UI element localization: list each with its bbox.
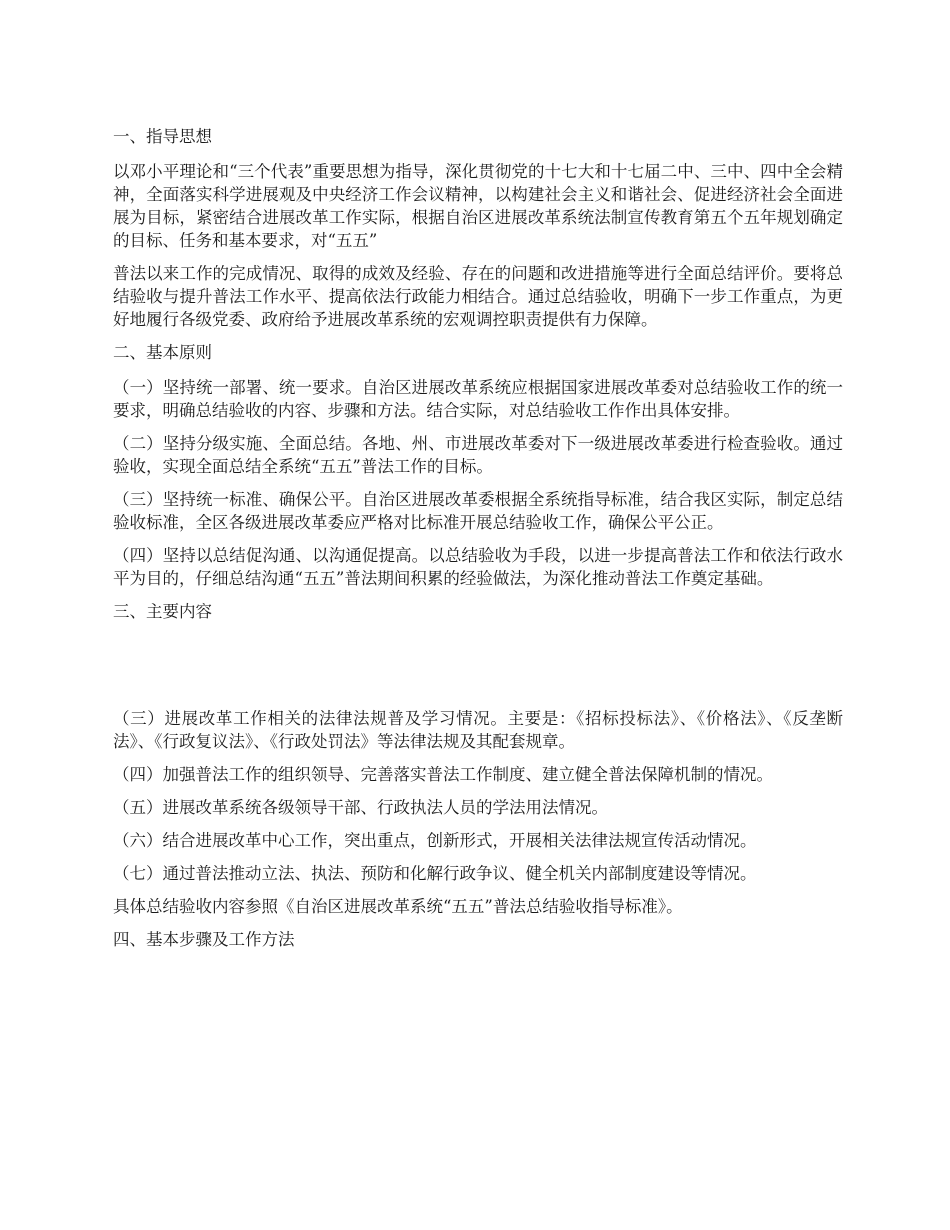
paragraph: （一）坚持统一部署、统一要求。自治区进展改革系统应根据国家进展改革委对总结验收工作的统一要求，明确总结验收的内容、步骤和方法。结合实际，对总结验收工作作出具体安排。 bbox=[113, 378, 843, 420]
paragraph: （二）坚持分级实施、全面总结。各地、州、市进展改革委对下一级进展改革委进行检查验收。通过验收，实现全面总结全系统“五五”普法工作的目标。 bbox=[113, 434, 843, 476]
paragraph: （三）坚持统一标准、确保公平。自治区进展改革委根据全系统指导标准，结合我区实际，制定总结验收标准，全区各级进展改革委应严格对比标准开展总结验收工作，确保公平公正。 bbox=[113, 490, 843, 532]
paragraph: （四）加强普法工作的组织领导、完善落实普法工作制度、建立健全普法保障机制的情况。 bbox=[113, 765, 773, 784]
paragraph: （五）进展改革系统各级领导干部、行政执法人员的学法用法情况。 bbox=[113, 798, 608, 817]
section-heading-basic-principles: 二、基本原则 bbox=[113, 343, 212, 362]
section-heading-steps-methods: 四、基本步骤及工作方法 bbox=[113, 930, 295, 949]
paragraph: 普法以来工作的完成情况、取得的成效及经验、存在的问题和改进措施等进行全面总结评价。要将总结验收与提升普法工作水平、提高依法行政能力相结合。通过总结验收，明确下一步工作重点，为更好地履行各级党委、政府给予进展改革系统的宏观调控职责提供有力保障。 bbox=[113, 264, 843, 329]
paragraph: （七）通过普法推动立法、执法、预防和化解行政争议、健全机关内部制度建设等情况。 bbox=[113, 864, 757, 883]
paragraph: （六）结合进展改革中心工作，突出重点，创新形式，开展相关法律法规宣传活动情况。 bbox=[113, 831, 757, 850]
document-body bbox=[113, 125, 843, 963]
blank-space bbox=[113, 635, 843, 707]
paragraph: 以邓小平理论和“三个代表”重要思想为指导，深化贯彻党的十七大和十七届二中、三中、四中全会精神，全面落实科学进展观及中央经济工作会议精神，以构建社会主义和谐社会、促进经济社会全面进展为目标，紧密结合进展改革工作实际，根据自治区进展改革系统法制宣传教育第五个五年规划确定的目标、任务和基本要求，对“五五” bbox=[113, 162, 843, 250]
section-heading-main-content: 三、主要内容 bbox=[113, 602, 212, 621]
paragraph: （三）进展改革工作相关的法律法规普及学习情况。主要是：《招标投标法》、《价格法》、《反垄断法》、《行政复议法》、《行政处罚法》等法律法规及其配套规章。 bbox=[113, 709, 843, 751]
paragraph: 具体总结验收内容参照《自治区进展改革系统“五五”普法总结验收指导标准》。 bbox=[113, 897, 683, 916]
paragraph: （四）坚持以总结促沟通、以沟通促提高。以总结验收为手段，以进一步提高普法工作和依法行政水平为目的，仔细总结沟通“五五”普法期间积累的经验做法，为深化推动普法工作奠定基础。 bbox=[113, 546, 843, 588]
section-heading-guiding-thought: 一、指导思想 bbox=[113, 127, 212, 146]
